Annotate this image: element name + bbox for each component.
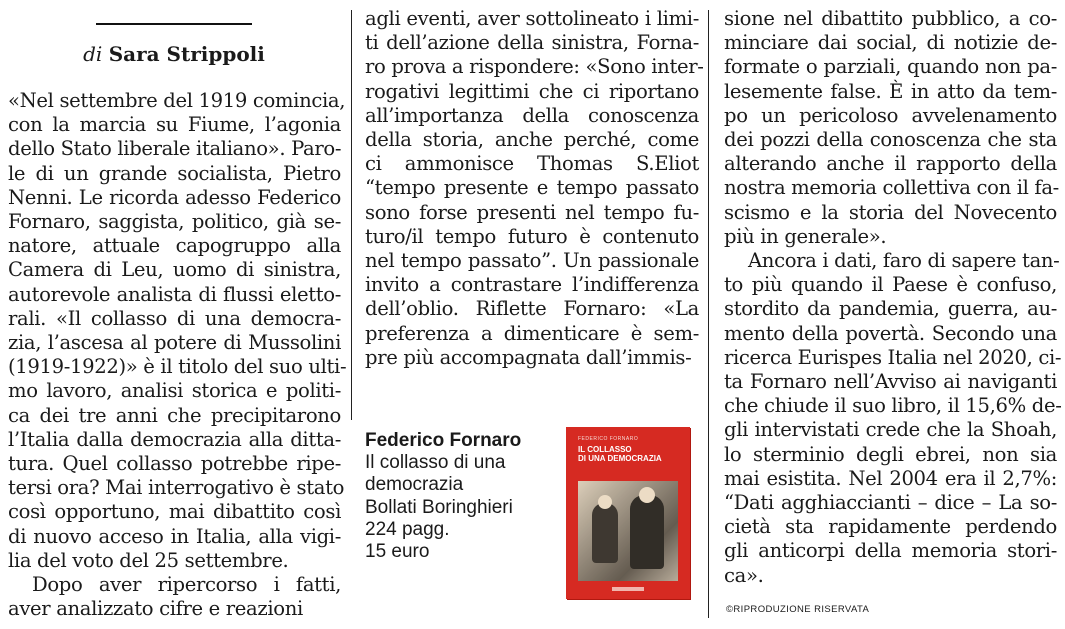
text-line: Nenni. Le ricorda adesso Federico <box>8 185 341 209</box>
copyright-notice: ©RIPRODUZIONE RISERVATA <box>726 604 870 615</box>
text-line: ricerca Eurispes Italia nel 2020, ci- <box>724 345 1062 369</box>
text-line: “tempo presente e tempo passato <box>365 176 699 200</box>
book-pages: 224 pagg. <box>365 518 450 540</box>
book-info <box>365 430 560 563</box>
text-line: zia, l’ascesa al potere di Mussolini <box>8 331 341 355</box>
byline-author: Sara Strippoli <box>108 42 265 66</box>
text-line: turo/il tempo futuro è contenuto <box>365 224 699 248</box>
book-price: 15 euro <box>365 541 430 563</box>
book-title-line1: Il collasso di una <box>365 452 506 474</box>
text-line: mai esistita. Nel 2004 era il 2,7%: <box>724 466 1057 490</box>
text-line: gli intervistati crede che la Shoah, <box>724 418 1057 442</box>
text-line: cietà sta rapidamente perdendo <box>724 515 1057 539</box>
article-column-2 <box>365 7 704 370</box>
text-line: con la marcia su Fiume, l’agonia <box>8 113 341 137</box>
text-line: «Nel settembre del 1919 comincia, <box>8 89 346 112</box>
text-line: della storia, anche perché, come <box>365 128 699 152</box>
text-line: agli eventi, aver sottolineato i limi- <box>365 7 699 30</box>
text-line: sono forse presenti nel tempo fu- <box>365 200 699 224</box>
text-line: ro prova a rispondere: «Sono inter- <box>365 55 704 79</box>
text-line: Dopo aver ripercorso i fatti, <box>32 573 341 597</box>
book-title-line2: democrazia <box>365 474 464 496</box>
text-line: tura. Quel collasso potrebbe ripe- <box>8 452 341 476</box>
text-line: più in generale». <box>724 224 887 248</box>
column-divider <box>351 10 352 420</box>
text-line: lia del voto del 25 settembre. <box>8 548 289 572</box>
text-line: nostra memoria collettiva con il fa- <box>724 176 1059 200</box>
article-column-1 <box>8 89 347 621</box>
text-line: Camera di Leu, uomo di sinistra, <box>8 258 341 282</box>
text-line: Ancora i dati, faro di sapere tan- <box>748 249 1060 273</box>
publisher-logo-icon <box>612 587 644 591</box>
book-publisher: Bollati Boringhieri <box>365 496 513 518</box>
text-line: così opportuno, mai dibattito così <box>8 500 341 524</box>
text-line: di nuovo acceso in Italia, alla vigi- <box>8 524 341 548</box>
text-line: preferenza a dimenticare è sem- <box>365 321 699 345</box>
text-line: ca». <box>724 563 764 587</box>
book-cover-image <box>566 427 690 599</box>
text-line: mo lavoro, analisi storica e politi- <box>8 379 341 403</box>
cover-title: IL COLLASSO DI UNA DEMOCRAZIA <box>578 445 662 463</box>
text-line: formate o parziali, quando non pa- <box>724 55 1057 79</box>
text-line: tersi ora? Mai interrogativo è stato <box>8 476 345 500</box>
text-line: lesemente false. È in atto da tem- <box>724 79 1057 103</box>
byline <box>60 42 288 66</box>
text-line: dello Stato liberale italiano». Paro- <box>8 137 342 161</box>
text-line: stordito da pandemia, guerra, au- <box>724 297 1057 321</box>
text-line: all’importanza della conoscenza <box>365 103 699 127</box>
text-line: to più quando il Paese è confuso, <box>724 273 1057 297</box>
cover-author: FEDERICO FORNARO <box>578 436 639 442</box>
cover-photo <box>578 481 678 581</box>
text-line: invito a contrastare l’indifferenza <box>365 273 699 297</box>
text-line: “Dati agghiaccianti – dice – La so- <box>724 491 1057 515</box>
text-line: le di un grande socialista, Pietro <box>8 161 341 185</box>
text-line: natore, attuale capogruppo alla <box>8 234 341 258</box>
text-line: po un pericoloso avvelenamento <box>724 103 1057 127</box>
text-line: lo sterminio degli ebrei, non sia <box>724 442 1057 466</box>
text-line: minciare dai social, di notizie de- <box>724 31 1057 55</box>
text-line: che chiude il suo libro, il 15,6% de- <box>724 394 1062 418</box>
byline-rule <box>96 23 252 25</box>
text-line: gli anticorpi della memoria stori- <box>724 539 1057 563</box>
text-line: aver analizzato cifre e reazioni <box>8 597 303 621</box>
text-line: sione nel dibattito pubblico, a co- <box>724 7 1057 30</box>
text-line: (1919-1922)» è il titolo del suo ulti- <box>8 355 347 379</box>
text-line: Fornaro, saggista, politico, già se- <box>8 210 341 234</box>
column-divider <box>708 10 709 618</box>
text-line: pre più accompagnata dall’immis- <box>365 345 692 369</box>
text-line: rali. «Il collasso di una democra- <box>8 306 341 330</box>
text-line: ci ammonisce Thomas S.Eliot <box>365 152 699 176</box>
text-line: ti dell’azione della sinistra, Forna- <box>365 31 699 55</box>
text-line: alterando anche il rapporto della <box>724 152 1057 176</box>
text-line: ca dei tre anni che precipitarono <box>8 403 341 427</box>
text-line: nel tempo passato”. Un passionale <box>365 249 699 273</box>
text-line: l’Italia dalla democrazia alla ditta- <box>8 427 341 451</box>
text-line: dei pozzi della conoscenza che sta <box>724 128 1057 152</box>
text-line: autorevole analista di flussi eletto- <box>8 282 341 306</box>
text-line: mento della povertà. Secondo una <box>724 321 1057 345</box>
text-line: dell’oblio. Riflette Fornaro: «La <box>365 297 699 321</box>
text-line: ta Fornaro nell’Avviso ai naviganti <box>724 370 1057 394</box>
article-column-3 <box>724 7 1062 588</box>
byline-prefix: di <box>83 42 103 66</box>
text-line: scismo e la storia del Novecento <box>724 200 1057 224</box>
book-author: Federico Fornaro <box>365 430 522 451</box>
text-line: rogativi legittimi che ci riportano <box>365 79 699 103</box>
